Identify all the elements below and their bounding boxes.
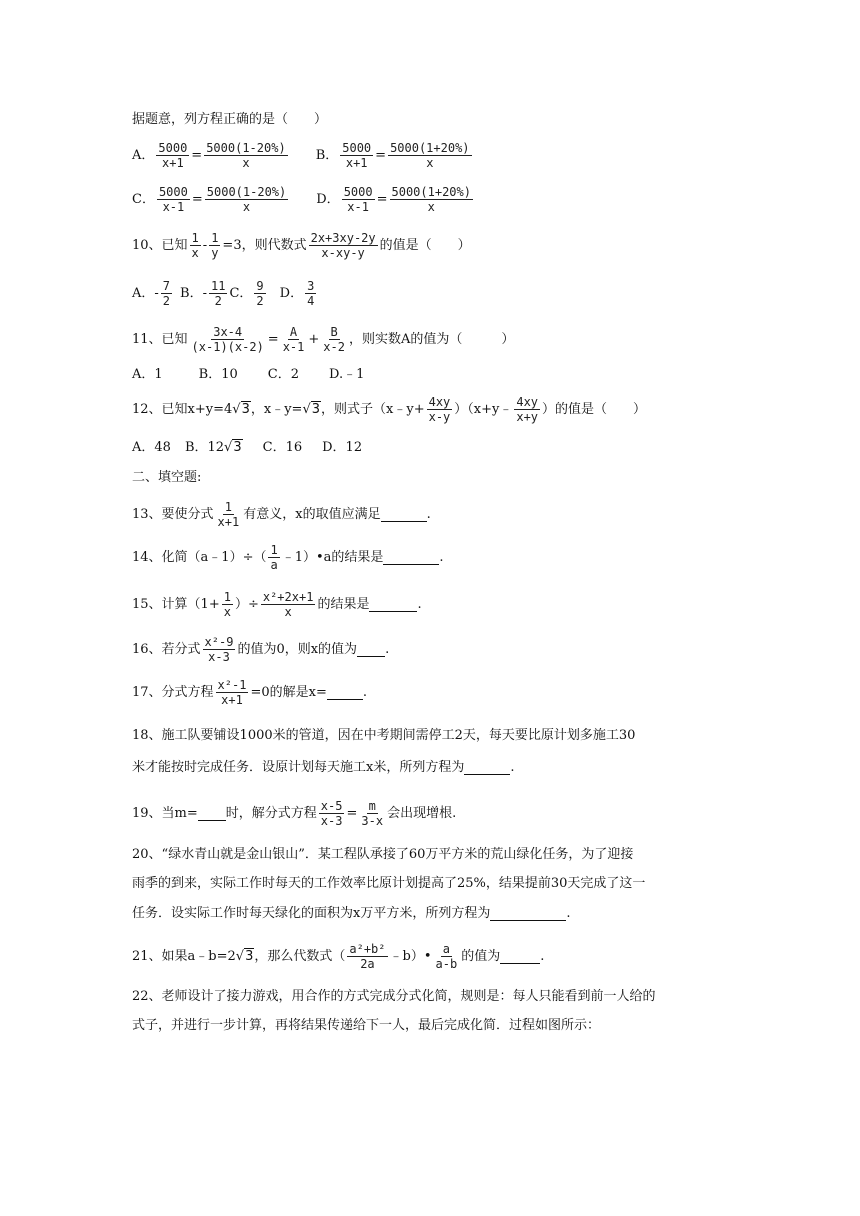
- fraction: $\frac{4xy}{x+y}$: [516, 395, 539, 424]
- sqrt: √3: [224, 440, 242, 455]
- fraction: $\frac{2x+3xy-2y}{x-xy-y}$: [310, 231, 376, 260]
- q9-option-d: D． $\frac{5000}{x-1}$ = $\frac{5000(1+20\%)}{x}$: [316, 185, 471, 214]
- q10-stem: 10、已知 $\frac{1}{x}$ - $\frac{1}{y}$ =3，则代数式 $\frac{2x+3xy-2y}{x-xy-y}$ 的值是（ ）: [132, 231, 471, 260]
- answer-blank: [464, 760, 510, 775]
- q12-stem: 12、已知x+y=4 √3 ，x﹣y= √3 ，则式子（x﹣y+ $\frac{4xy}{x-y}$ ）（x+y﹣ $\frac{4xy}{x+y}$ ）的值是（ ）: [132, 395, 647, 424]
- answer-blank: [383, 550, 439, 565]
- fraction: $\frac{\text{x²-9}}{x-3}$: [204, 635, 234, 664]
- fraction: $\frac{\text{x²+2x+1}}{x}$: [262, 590, 314, 619]
- fraction: $\frac{B}{x-2}$: [323, 325, 345, 354]
- fraction: $\frac{x-5}{x-3}$: [320, 799, 343, 828]
- fraction: $\frac{3}{4}$: [307, 279, 315, 308]
- q9-options-row-2: [132, 186, 475, 213]
- sqrt: √3: [232, 402, 250, 417]
- answer-blank: [381, 507, 427, 522]
- q9-option-c: C． $\frac{5000}{x-1}$ = $\frac{5000(1-20\%)}{x}$: [132, 185, 287, 214]
- q22-line-2: 式子，并进行一步计算，再将结果传递给下一人，最后完成化简．过程如图所示：: [132, 1018, 601, 1033]
- fraction: $\frac{1}{x}$: [223, 590, 231, 619]
- q10-options: [132, 280, 318, 307]
- fraction: $\frac{m}{3-x}$: [361, 799, 384, 828]
- fraction: $\frac{5000(1-20\%)}{x}$: [206, 141, 286, 170]
- q10-option-c: C． $\frac{9}{2}$: [229, 279, 264, 308]
- fraction: $\frac{5000(1-20\%)}{x}$: [206, 185, 287, 214]
- fraction: $\frac{1}{y}$: [211, 231, 219, 260]
- q12-option-c: C．16: [262, 440, 303, 455]
- answer-blank: [327, 685, 363, 700]
- fraction: $\frac{5000(1+20\%)}{x}$: [390, 141, 470, 170]
- fraction: $\frac{a}{a-b}$: [435, 942, 458, 971]
- fraction: $\frac{9}{2}$: [256, 279, 264, 308]
- q9-option-a: A． $\frac{5000}{x+1}$ = $\frac{5000(1-20\%)}{x}$: [132, 141, 286, 170]
- fraction: $\frac{\text{a²+b²}}{2a}$: [349, 942, 386, 971]
- q10-option-b: B． - $\frac{11}{2}$: [180, 279, 226, 308]
- q20-line-1: 20、“绿水青山就是金山银山”．某工程队承接了60万平方米的荒山绿化任务，为了迎接: [132, 847, 634, 862]
- fraction: $\frac{5000}{x+1}$: [342, 141, 372, 170]
- q9-options-row-1: [132, 142, 474, 169]
- answer-blank: [490, 906, 566, 921]
- q11-option-b: B．10: [198, 367, 238, 382]
- fraction: $\frac{7}{2}$: [162, 279, 171, 308]
- fraction: $\frac{3x-4}{(x-1)(x-2)}$: [191, 325, 264, 354]
- q11-stem: 11、已知 $\frac{3x-4}{(x-1)(x-2)}$ = $\frac{A}{x-1}$ + $\frac{B}{x-2}$ ，则实数A的值为（ ）: [132, 325, 515, 354]
- q12-option-b: B．12√3: [184, 440, 242, 455]
- fraction: $\frac{5000(1+20\%)}{x}$: [391, 185, 471, 214]
- q14: 14、化简（a﹣1）÷（ $\frac{1}{a}$ ﹣1）•a的结果是 .: [132, 543, 444, 572]
- q13: 13、要使分式 $\frac{1}{x+1}$ 有意义，x的取值应满足 .: [132, 500, 431, 529]
- q12-option-a: A．48: [132, 440, 171, 455]
- answer-blank: [500, 949, 540, 964]
- q11-option-a: A．1: [132, 367, 163, 382]
- q9-stem: 据题意，列方程正确的是（ ）: [132, 112, 328, 127]
- answer-blank: [369, 597, 417, 612]
- sqrt: √3: [302, 402, 321, 417]
- fraction: $\frac{4xy}{x-y}$: [428, 395, 451, 424]
- q17: 17、分式方程 $\frac{\text{x²-1}}{x+1}$ =0的解是x= .: [132, 678, 367, 707]
- section-heading: 二、填空题:: [132, 470, 202, 485]
- q21: 21、如果a﹣b=2 √3 ，那么代数式（ $\frac{\text{a²+b²}}{2a}$ ﹣b）• $\frac{a}{a-b}$ 的值为 .: [132, 942, 545, 971]
- fraction: $\frac{1}{a}$: [270, 543, 278, 572]
- q18-line-1: 18、施工队要铺设1000米的管道，因在中考期间需停工2天，每天要比原计划多施工30: [132, 728, 636, 743]
- fraction: $\frac{1}{x+1}$: [217, 500, 240, 529]
- fraction: $\frac{5000}{x-1}$: [158, 185, 188, 214]
- q22-line-1: 22、老师设计了接力游戏，用合作的方式完成分式化简，规则是：每人只能看到前一人给的: [132, 989, 656, 1004]
- fraction: $\frac{11}{2}$: [211, 279, 226, 308]
- q11-option-d: D.﹣1: [329, 367, 365, 382]
- fraction: $\frac{1}{x}$: [191, 231, 199, 260]
- q18-line-2: 米才能按时完成任务．设原计划每天施工x米，所列方程为 .: [132, 760, 515, 775]
- q12-option-d: D．12: [322, 440, 363, 455]
- q10-option-a: A． - $\frac{7}{2}$: [132, 279, 171, 308]
- fraction: $\frac{A}{x-1}$: [282, 325, 305, 354]
- q15: 15、计算（1+ $\frac{1}{x}$ ）÷ $\frac{\text{x²+2x+1}}{x}$ 的结果是 .: [132, 590, 422, 619]
- q9-option-b: B． $\frac{5000}{x+1}$ = $\frac{5000(1+20\%)}{x}$: [315, 141, 470, 170]
- q11-option-c: C．2: [267, 367, 299, 382]
- q11-options: [132, 368, 364, 381]
- fraction: $\frac{5000}{x-1}$: [343, 185, 373, 214]
- answer-blank: [357, 642, 385, 657]
- q19: 19、当m= 时，解分式方程 $\frac{x-5}{x-3}$ = $\frac{m}{3-x}$ 会出现增根.: [132, 799, 457, 828]
- fraction: $\frac{5000}{x+1}$: [158, 141, 188, 170]
- fraction: $\frac{\text{x²-1}}{x+1}$: [217, 678, 247, 707]
- q20-line-3: 任务．设实际工作时每天绿化的面积为x万平方米，所列方程为 .: [132, 906, 571, 921]
- q16: 16、若分式 $\frac{\text{x²-9}}{x-3}$ 的值为0，则x的值为 .: [132, 635, 390, 664]
- q20-line-2: 雨季的到来，实际工作时每天的工作效率比原计划提高了25%，结果提前30天完成了这一: [132, 876, 646, 891]
- answer-blank: [198, 806, 226, 821]
- sqrt: √3: [235, 949, 254, 964]
- q12-options: [132, 441, 362, 454]
- q10-option-d: D． $\frac{3}{4}$: [279, 279, 315, 308]
